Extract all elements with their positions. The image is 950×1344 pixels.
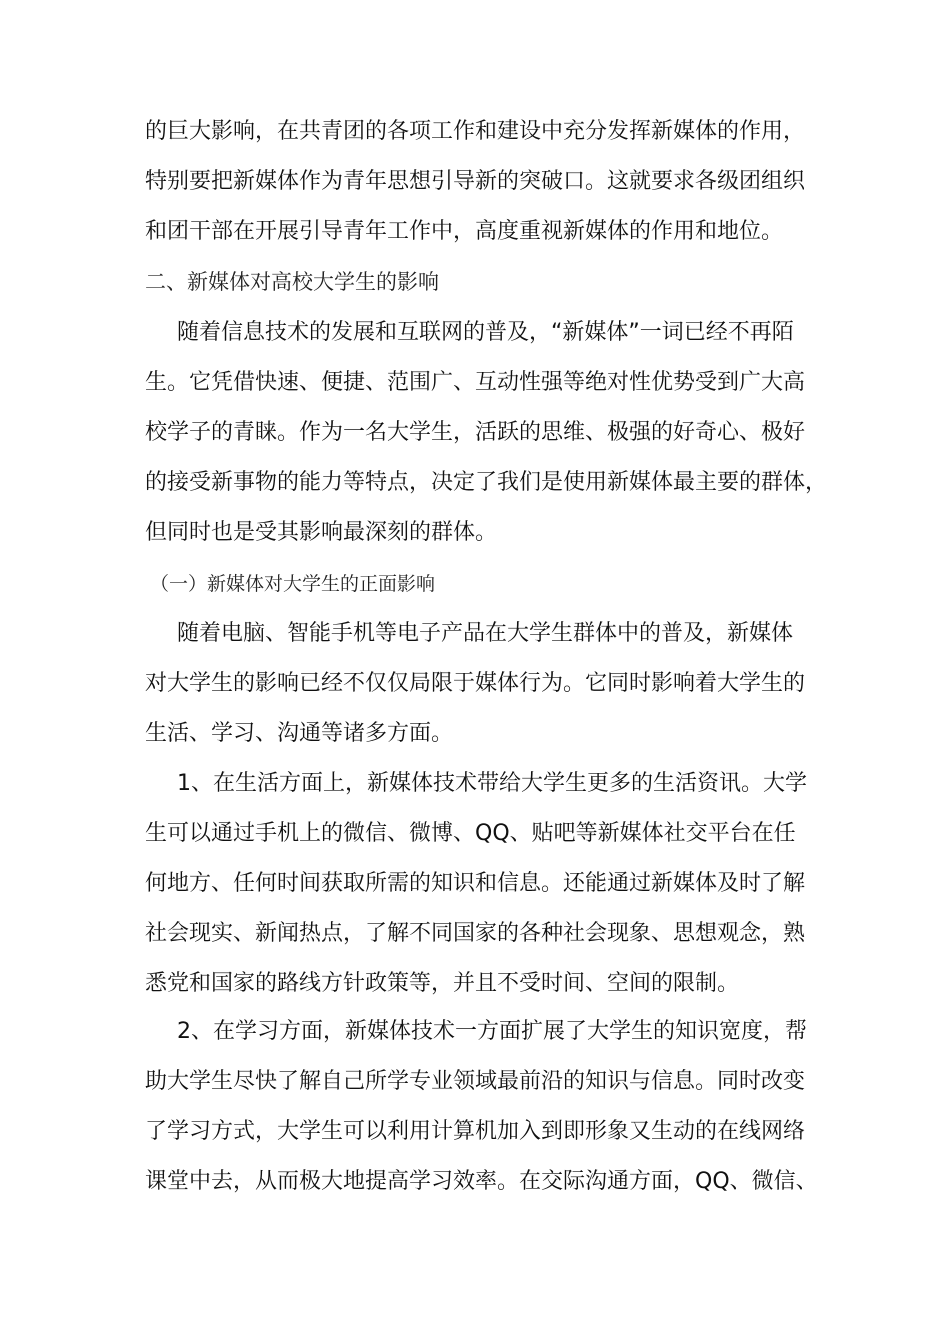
body-text-line: 悉党和国家的路线方针政策等，并且不受时间、空间的限制。 [145, 971, 740, 996]
body-text-line: 但同时也是受其影响最深刻的群体。 [145, 520, 498, 545]
body-text-line: 的接受新事物的能力等特点，决定了我们是使用新媒体最主要的群体， [145, 470, 828, 495]
body-text-line: 特别要把新媒体作为青年思想引导新的突破口。这就要求各级团组织 [145, 169, 806, 194]
body-text-line: 何地方、任何时间获取所需的知识和信息。还能通过新媒体及时了解 [145, 871, 806, 896]
section-heading: 二、新媒体对高校大学生的影响 [145, 270, 439, 294]
subsection-heading: （一）新媒体对大学生的正面影响 [150, 573, 436, 595]
body-text-line: 和团干部在开展引导青年工作中，高度重视新媒体的作用和地位。 [145, 219, 784, 244]
body-text-line: 了学习方式，大学生可以利用计算机加入到即形象又生动的在线网络 [145, 1119, 806, 1144]
body-text-line: 助大学生尽快了解自己所学专业领域最前沿的知识与信息。同时改变 [145, 1069, 806, 1094]
body-text-line: 生活、学习、沟通等诸多方面。 [145, 721, 454, 746]
body-text-line: 随着电脑、智能手机等电子产品在大学生群体中的普及，新媒体 [177, 621, 794, 646]
body-text-line: 的巨大影响，在共青团的各项工作和建设中充分发挥新媒体的作用， [145, 119, 806, 144]
body-text-line: 随着信息技术的发展和互联网的普及，“新媒体”一词已经不再陌 [177, 320, 794, 345]
body-text-line: 对大学生的影响已经不仅仅局限于媒体行为。它同时影响着大学生的 [145, 671, 806, 696]
body-text-line: 1、在生活方面上，新媒体技术带给大学生更多的生活资讯。大学 [177, 771, 807, 796]
body-text-line: 生。它凭借快速、便捷、范围广、互动性强等绝对性优势受到广大高 [145, 370, 806, 395]
body-text-line: 校学子的青睐。作为一名大学生，活跃的思维、极强的好奇心、极好 [145, 420, 806, 445]
body-text-line: 社会现实、新闻热点，了解不同国家的各种社会现象、思想观念，熟 [145, 921, 806, 946]
body-text-line: 课堂中去，从而极大地提高学习效率。在交际沟通方面，QQ、微信、 [145, 1169, 818, 1194]
body-text-line: 生可以通过手机上的微信、微博、QQ、贴吧等新媒体社交平台在任 [145, 821, 796, 846]
body-text-line: 2、在学习方面，新媒体技术一方面扩展了大学生的知识宽度，帮 [177, 1019, 807, 1044]
